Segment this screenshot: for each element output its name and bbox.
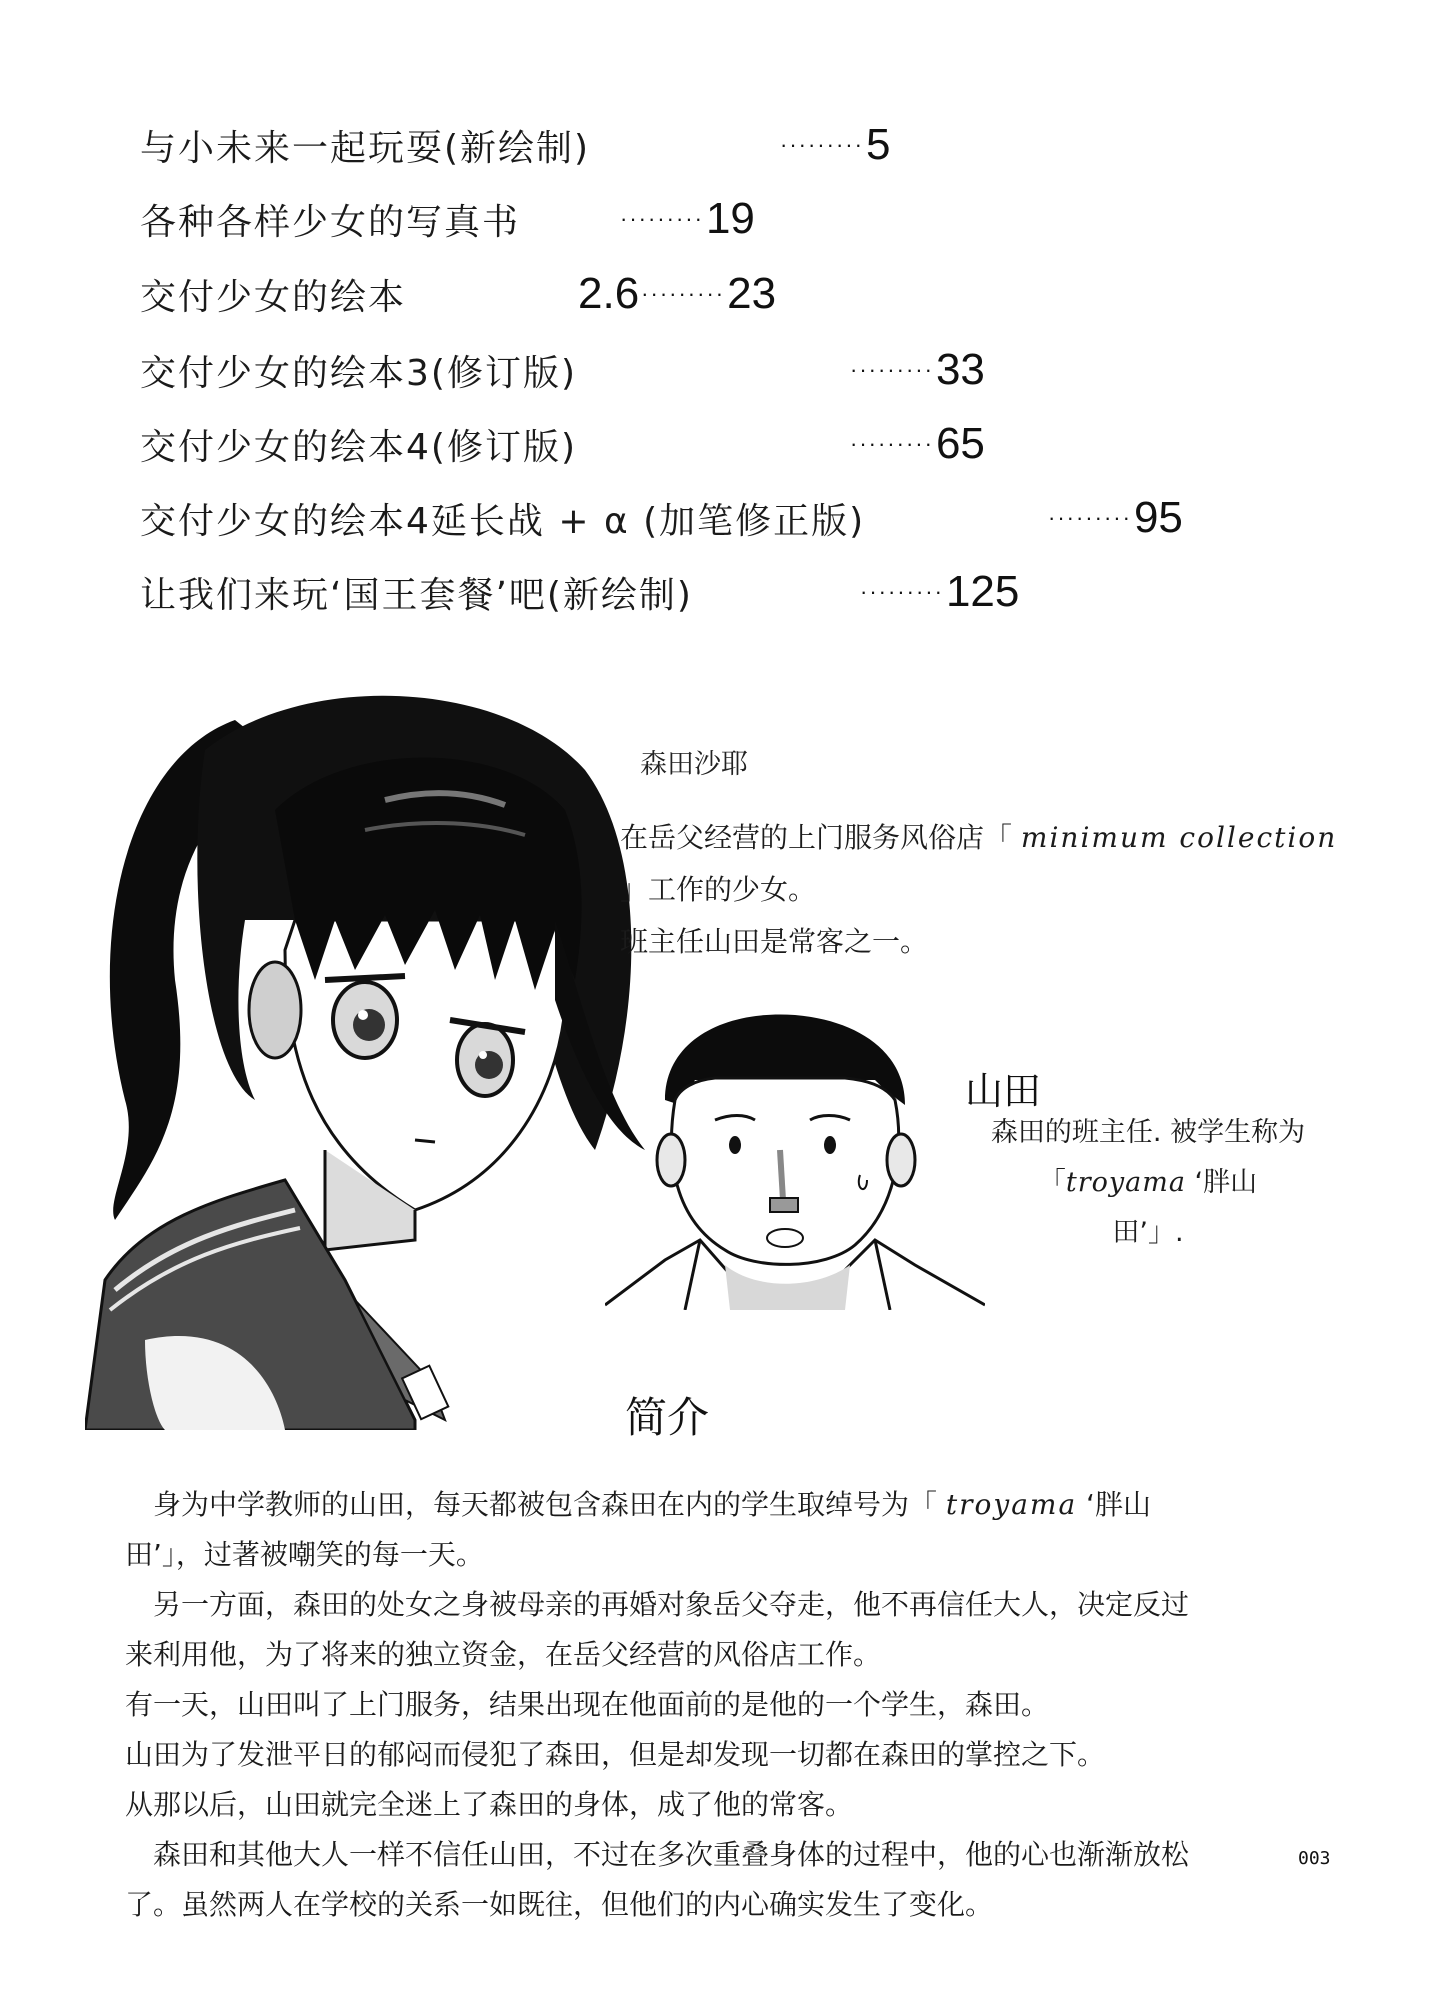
- toc-entry: [140, 567, 693, 617]
- page-number: 003: [1298, 1848, 1331, 1869]
- toc-entry-title: 让我们来玩‘国王套餐’吧(新绘制): [140, 574, 693, 616]
- toc-entry-page: ········· 95: [1048, 493, 1183, 542]
- toc-entry: [140, 269, 406, 319]
- toc-entry-page: ········· 33: [850, 345, 985, 394]
- character-name-yamada: 山田: [965, 1069, 1042, 1113]
- character-name-morita: 森田沙耶: [640, 749, 748, 780]
- yamada-illustration: [605, 1010, 985, 1310]
- synopsis-line: 另一方面，森田的处女之身被母亲的再婚对象岳父夺走，他不再信任大人，决定反过: [125, 1588, 1190, 1621]
- girl-illustration: [85, 680, 645, 1430]
- toc-entry-title: 交付少女的绘本4延长战 + α (加笔修正版): [140, 500, 866, 542]
- desc-line: 「troyama ‘胖山: [1038, 1167, 1258, 1198]
- toc-leader-dots: ·········: [641, 281, 726, 306]
- synopsis-line: 了。虽然两人在学校的关系一如既往，但他们的内心确实发生了变化。: [125, 1888, 994, 1921]
- toc-entry: [140, 120, 590, 170]
- toc-leader-dots: ·········: [1048, 505, 1132, 530]
- synopsis-title: 简介: [625, 1393, 710, 1442]
- synopsis-line: 山田为了发泄平日的郁闷而侵犯了森田，但是却发现一切都在森田的掌控之下。: [125, 1738, 1106, 1771]
- character-desc-morita: [620, 812, 1420, 968]
- toc-leader-dots: ·········: [860, 579, 944, 604]
- toc-entry-page: ········· 19: [620, 194, 755, 243]
- synopsis-body: [125, 1480, 1305, 1930]
- toc-entry: [140, 345, 577, 395]
- synopsis-line: 从那以后，山田就完全迷上了森田的身体，成了他的常客。: [125, 1788, 854, 1821]
- toc-leader-dots: ·········: [850, 431, 934, 456]
- toc-entry-page: ········· 5: [780, 120, 891, 169]
- toc-entry-page: 2.6 ········· 23: [578, 269, 777, 318]
- toc-leader-dots: ·········: [850, 357, 934, 382]
- character-desc-yamada: [948, 1108, 1348, 1258]
- toc-entry-page: ········· 125: [860, 567, 1020, 616]
- desc-line: 」工作的少女。: [620, 873, 817, 906]
- toc-leader-dots: ·········: [620, 206, 704, 231]
- toc-entry-title: 与小未来一起玩耍(新绘制): [140, 127, 591, 169]
- toc-entry-title: 各种各样少女的写真书: [140, 201, 521, 243]
- toc-entry-title: 交付少女的绘本4(修订版): [140, 426, 577, 468]
- toc-entry: [140, 493, 865, 543]
- toc-entry: [140, 419, 577, 469]
- desc-line: 在岳父经营的上门服务风俗店「 minimum collection: [620, 821, 1338, 854]
- synopsis-line: 田’」，过著被嘲笑的每一天。: [125, 1538, 484, 1571]
- desc-line: 班主任山田是常客之一。: [620, 925, 929, 958]
- synopsis-line: 身为中学教师的山田，每天都被包含森田在内的学生取绰号为「 troyama ‘胖山: [125, 1488, 1151, 1521]
- desc-line: 田’」.: [1112, 1217, 1184, 1248]
- synopsis-line: 有一天，山田叫了上门服务，结果出现在他面前的是他的一个学生，森田。: [125, 1688, 1050, 1721]
- toc-entry-page: ········· 65: [850, 419, 985, 468]
- synopsis-line: 来利用他，为了将来的独立资金，在岳父经营的风俗店工作。: [125, 1638, 882, 1671]
- toc-entry: [140, 194, 520, 244]
- toc-leader-dots: ·········: [780, 132, 864, 157]
- desc-line: 森田的班主任. 被学生称为: [990, 1117, 1306, 1148]
- synopsis-line: 森田和其他大人一样不信任山田，不过在多次重叠身体的过程中，他的心也渐渐放松: [125, 1838, 1190, 1871]
- toc-entry-title: 交付少女的绘本: [140, 276, 407, 318]
- toc-entry-title: 交付少女的绘本3(修订版): [140, 352, 577, 394]
